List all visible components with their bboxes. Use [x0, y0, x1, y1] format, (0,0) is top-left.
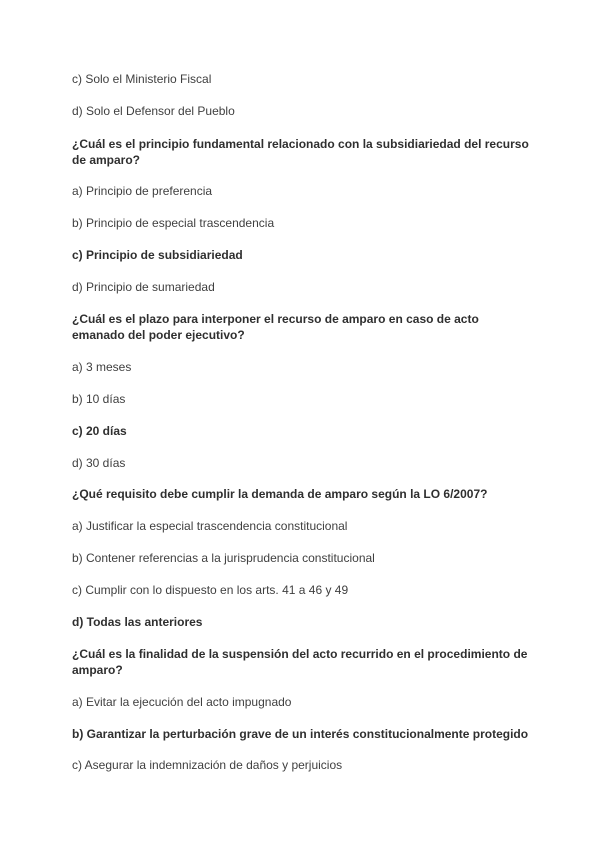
correct-answer-line: d) Todas las anteriores: [72, 615, 203, 629]
question-heading: ¿Qué requisito debe cumplir la demanda de amparo según la LO 6/2007?: [72, 487, 488, 501]
option-line: a) 3 meses: [72, 360, 132, 374]
option-line: d) Solo el Defensor del Pueblo: [72, 104, 235, 118]
correct-answer-line: c) 20 días: [72, 424, 127, 438]
option-line: c) Solo el Ministerio Fiscal: [72, 72, 212, 86]
option-line: a) Principio de preferencia: [72, 184, 213, 198]
question-heading: ¿Cuál es la finalidad de la suspensión del acto recurrido en el procedimiento de amparo?: [72, 647, 528, 677]
option-line: a) Justificar la especial trascendencia constitucional: [72, 519, 348, 533]
question-heading: ¿Cuál es el principio fundamental relacionado con la subsidiariedad del recurso de amparo?: [72, 137, 529, 167]
option-line: b) Contener referencias a la jurisprudencia constitucional: [72, 551, 375, 565]
option-line: a) Evitar la ejecución del acto impugnado: [72, 695, 292, 709]
option-line: c) Asegurar la indemnización de daños y perjuicios: [72, 758, 343, 772]
option-line: b) 10 días: [72, 392, 126, 406]
question-heading: ¿Cuál es el plazo para interponer el recurso de amparo en caso de acto emanado del poder ejecutivo?: [72, 312, 479, 342]
correct-answer-line: c) Principio de subsidiariedad: [72, 248, 243, 262]
correct-answer-line: b) Garantizar la perturbación grave de un interés constitucionalmente protegido: [72, 727, 529, 741]
option-line: d) Principio de sumariedad: [72, 280, 215, 294]
option-line: b) Principio de especial trascendencia: [72, 216, 275, 230]
option-line: c) Cumplir con lo dispuesto en los arts. 41 a 46 y 49: [72, 583, 349, 597]
option-line: d) 30 días: [72, 456, 126, 470]
